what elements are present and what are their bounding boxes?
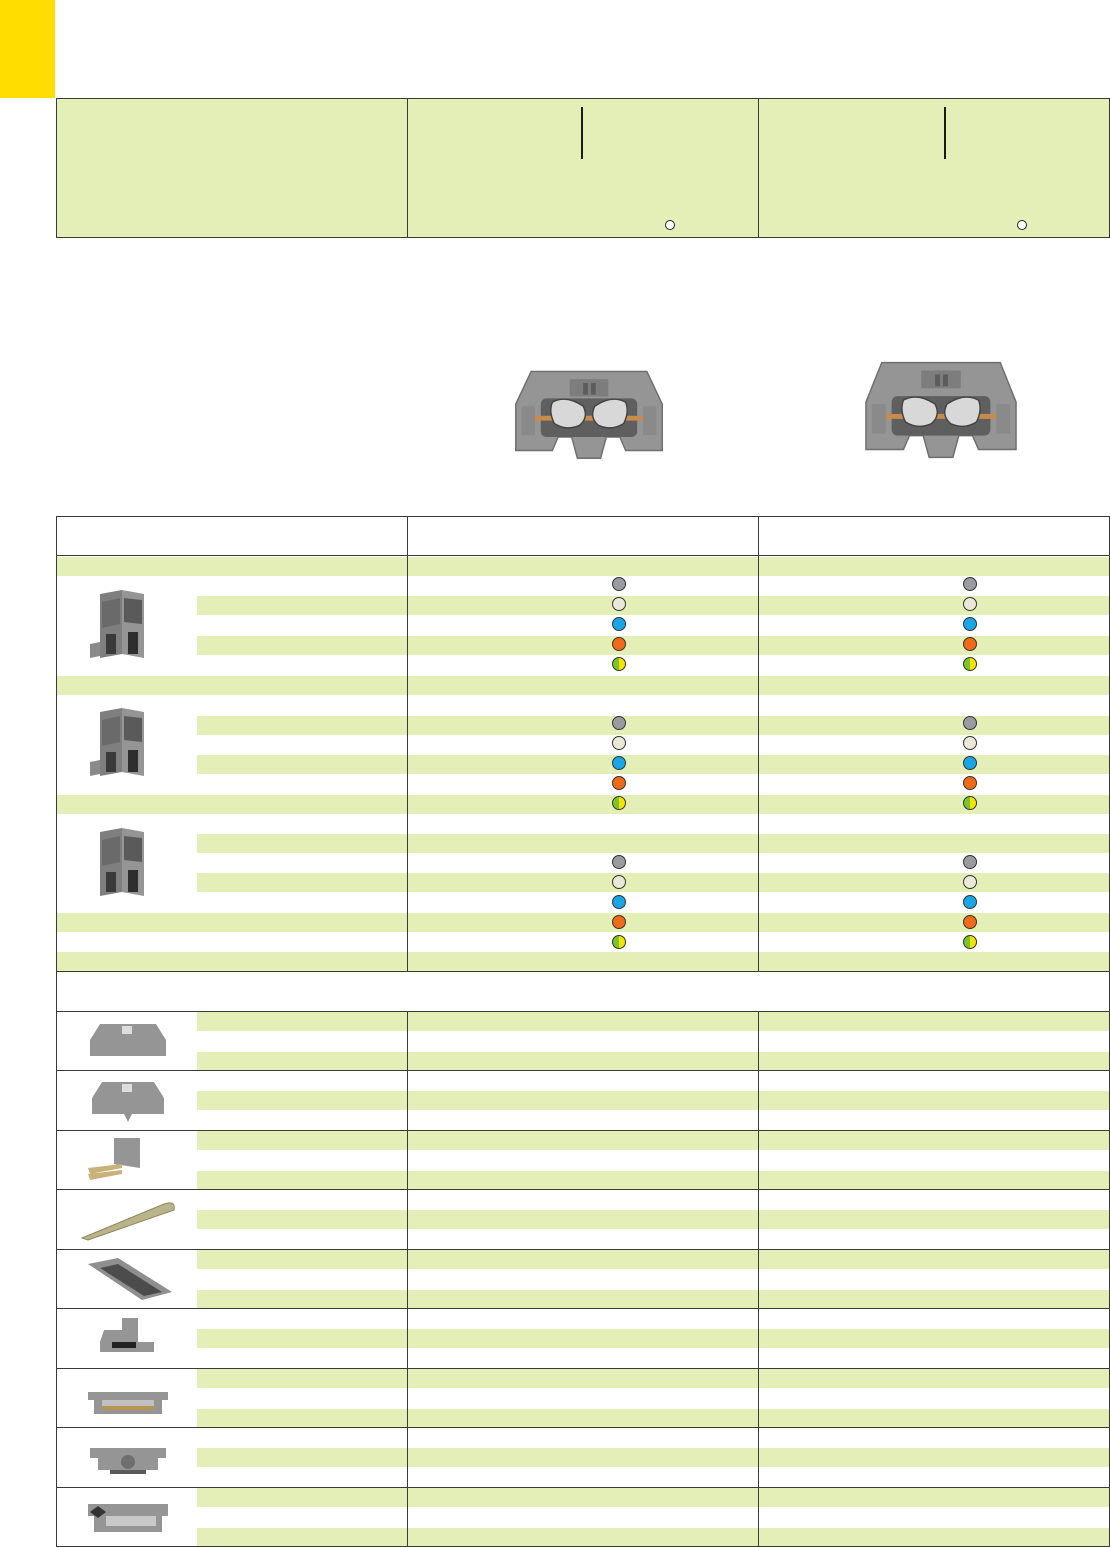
table-section-rule bbox=[56, 1011, 1109, 1012]
group-rule bbox=[56, 1070, 1109, 1071]
swatch-green-yellow bbox=[963, 935, 977, 949]
swatch-green-yellow bbox=[963, 657, 977, 671]
section-tab bbox=[0, 0, 55, 98]
intermediate-plate-icon bbox=[78, 1076, 178, 1126]
group-rule bbox=[56, 1130, 1109, 1131]
swatch-orange bbox=[612, 776, 626, 790]
registered-approval-mark bbox=[1017, 220, 1027, 230]
swatch-gray bbox=[612, 716, 626, 730]
group-rule bbox=[56, 1189, 1109, 1190]
swatch-green-yellow bbox=[612, 935, 626, 949]
operating-tool-icon bbox=[78, 1194, 178, 1244]
swatch-white bbox=[963, 736, 977, 750]
header-divider bbox=[407, 98, 408, 238]
terminal-block-2-conductor-icon bbox=[510, 356, 668, 464]
end-plate-icon bbox=[78, 1016, 178, 1066]
table-section-rule bbox=[56, 971, 1109, 972]
mounting-carrier-screw-icon bbox=[78, 1432, 178, 1482]
swatch-blue bbox=[963, 756, 977, 770]
swatch-gray bbox=[612, 577, 626, 591]
mounting-carrier-marker-icon bbox=[78, 1492, 178, 1542]
registered-approval-mark bbox=[665, 220, 675, 230]
terminal-block-with-fixing-flange-icon bbox=[82, 584, 162, 664]
group-rule bbox=[56, 1427, 1109, 1428]
header-tick bbox=[944, 107, 946, 159]
swatch-blue bbox=[612, 617, 626, 631]
swatch-blue bbox=[963, 617, 977, 631]
swatch-gray bbox=[963, 577, 977, 591]
swatch-gray bbox=[963, 716, 977, 730]
swatch-white bbox=[612, 597, 626, 611]
terminal-block-plain-icon bbox=[82, 822, 162, 902]
column-divider bbox=[758, 1011, 759, 1547]
header-divider bbox=[758, 98, 759, 238]
swatch-orange bbox=[612, 637, 626, 651]
swatch-white bbox=[612, 736, 626, 750]
marking-strip-icon bbox=[78, 1254, 178, 1304]
header-border bbox=[56, 98, 1110, 238]
table-header-rule bbox=[56, 555, 1109, 556]
swatch-gray bbox=[963, 855, 977, 869]
group-rule bbox=[56, 1368, 1109, 1369]
mounting-carrier-icon bbox=[78, 1372, 178, 1422]
swatch-green-yellow bbox=[612, 796, 626, 810]
swatch-blue bbox=[963, 895, 977, 909]
swatch-orange bbox=[963, 776, 977, 790]
terminal-block-2-conductor-wide-icon bbox=[862, 352, 1020, 464]
swatch-white bbox=[963, 597, 977, 611]
end-stop-icon bbox=[78, 1312, 178, 1362]
swatch-orange bbox=[963, 637, 977, 651]
header-tick bbox=[581, 107, 583, 159]
swatch-green-yellow bbox=[963, 796, 977, 810]
column-divider bbox=[758, 516, 759, 971]
group-rule bbox=[56, 1487, 1109, 1488]
swatch-orange bbox=[963, 915, 977, 929]
group-rule bbox=[56, 1308, 1109, 1309]
swatch-blue bbox=[612, 895, 626, 909]
terminal-block-with-snap-in-foot-icon bbox=[82, 702, 162, 782]
jumper-icon bbox=[78, 1134, 178, 1184]
column-divider bbox=[407, 1011, 408, 1547]
swatch-blue bbox=[612, 756, 626, 770]
swatch-orange bbox=[612, 915, 626, 929]
swatch-white bbox=[963, 875, 977, 889]
column-divider bbox=[407, 516, 408, 971]
swatch-gray bbox=[612, 855, 626, 869]
swatch-green-yellow bbox=[612, 657, 626, 671]
swatch-white bbox=[612, 875, 626, 889]
group-rule bbox=[56, 1249, 1109, 1250]
table-border bbox=[56, 516, 1110, 1547]
